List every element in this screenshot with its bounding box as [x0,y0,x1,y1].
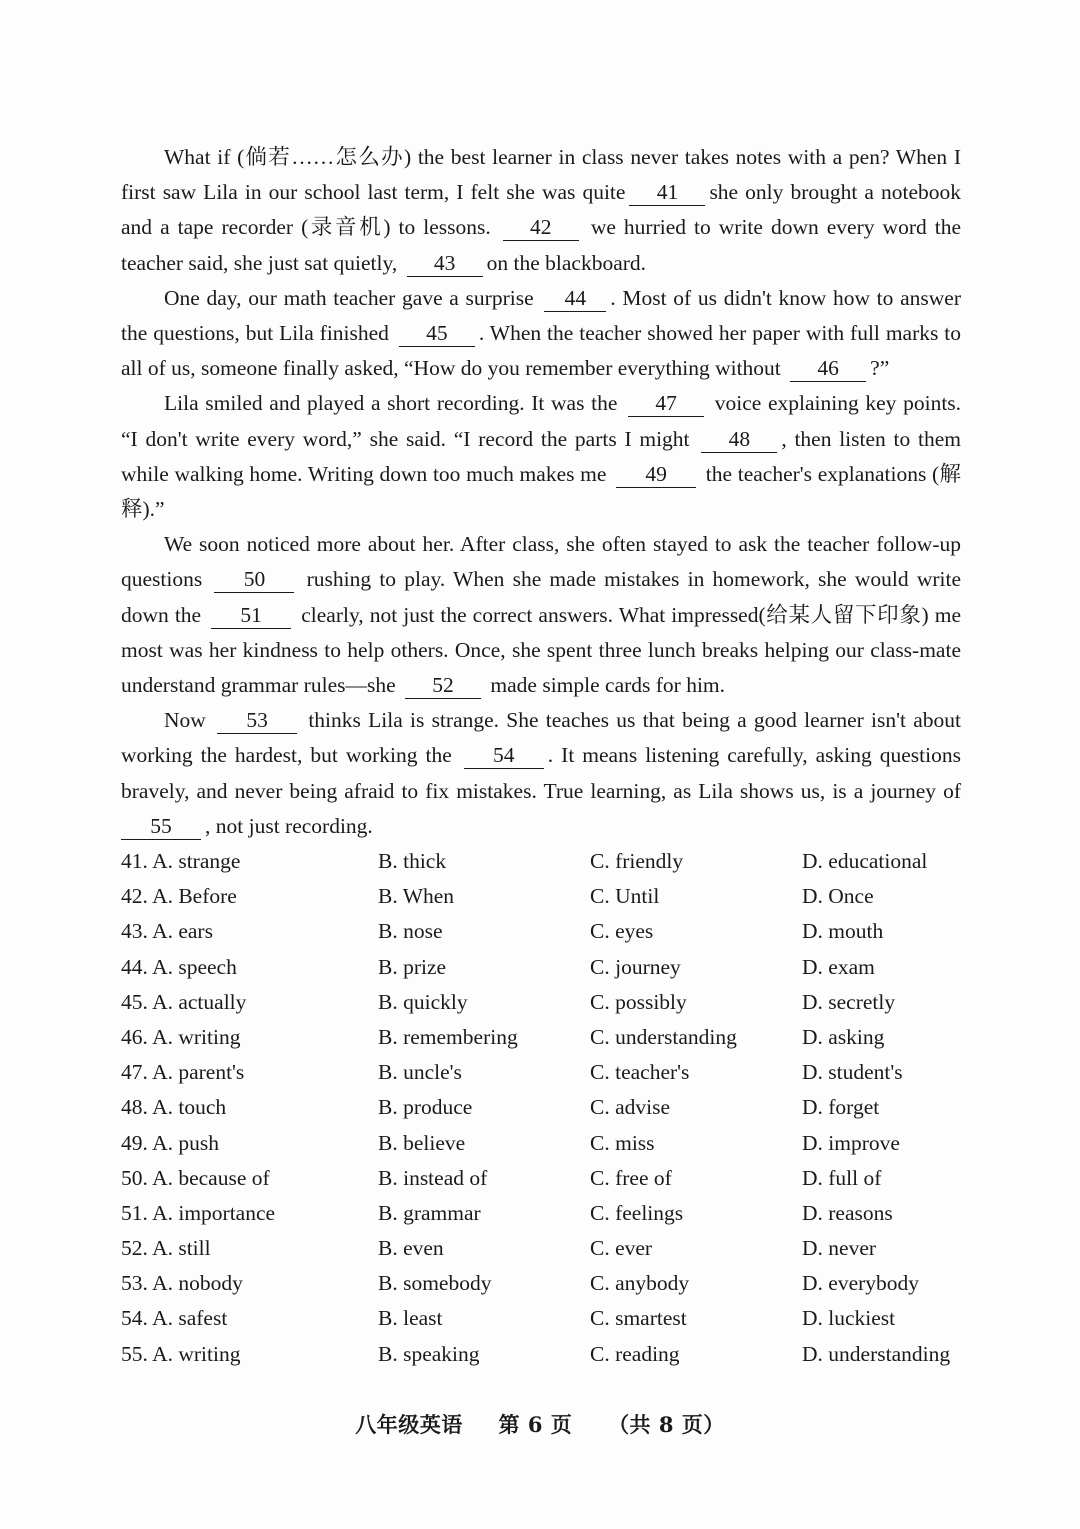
cloze-passage [121,140,961,844]
blank-47: 47 [628,392,704,417]
option-c: C. advise [590,1095,671,1120]
option-d: D. reasons [802,1200,893,1225]
passage-text: we hurried to write down every word the teacher said, she just sat quietly, [121,215,962,275]
passage-text: Lila smiled and played a short recording. It was the [164,391,618,416]
option-d: D. luckiest [802,1306,896,1331]
footer-page-number: 第 6 页 [498,1412,573,1437]
option-row [121,1337,981,1372]
option-row [121,1020,981,1055]
option-a: 48. A. touch [121,1095,227,1120]
blank-48: 48 [701,428,777,453]
option-d: D. everybody [802,1271,920,1296]
option-c: C. free of [590,1165,672,1190]
option-row [121,1196,981,1231]
passage-text: rushing to play. When she made mistakes in homework, she would write down the [121,567,962,627]
option-d: D. educational [802,849,928,873]
option-d: D. mouth [802,919,884,944]
option-row [121,914,981,949]
blank-52: 52 [405,674,481,699]
option-d: D. understanding [802,1341,951,1366]
option-b: B. believe [378,1130,466,1155]
option-row [121,1161,981,1196]
footer-total-pages: （共 8 页） [608,1412,725,1437]
page-footer [0,1409,1080,1439]
option-d: D. Once [802,884,874,909]
option-d: D. never [802,1236,877,1261]
passage-text: . It means listening carefully, asking questions bravely, and never being afraid to fix mistakes. True learning, as Lila shows us, is a journey of [121,743,961,803]
option-c: C. Until [590,884,660,909]
option-b: B. produce [378,1095,473,1120]
option-a: 43. A. ears [121,919,213,944]
option-b: B. quickly [378,989,468,1014]
passage-text: One day, our math teacher gave a surprise [164,285,534,310]
option-b: B. uncle's [378,1060,462,1085]
option-a: 47. A. parent's [121,1060,245,1085]
option-row [121,1126,981,1161]
passage-text: clearly, not just the correct answers. What impressed(给某人留下印象) me most was her kindness to help others. Once, she spent three lunch breaks helping our class-mate understand grammar rules—she [121,602,962,698]
option-a: 49. A. push [121,1130,219,1155]
paragraph-4 [121,527,961,703]
option-b: B. least [378,1306,443,1331]
option-b: B. somebody [378,1271,492,1296]
option-row [121,1090,981,1125]
option-c: C. feelings [590,1200,684,1225]
blank-55: 55 [121,815,201,840]
option-b: B. even [378,1236,444,1261]
passage-text: , then listen to them while walking home. Writing down too much makes me [121,426,962,486]
option-row [121,844,981,879]
option-c: C. anybody [590,1271,690,1296]
option-c: C. eyes [590,919,654,944]
passage-text: , not just recording. [205,813,373,838]
option-b: B. grammar [378,1200,481,1225]
option-a: 53. A. nobody [121,1271,243,1296]
passage-text: . Most of us didn't know how to answer the questions, but Lila finished [121,285,961,346]
option-c: C. reading [590,1341,680,1366]
option-a: 44. A. speech [121,954,237,979]
option-d: D. full of [802,1165,882,1190]
option-c: C. ever [590,1236,653,1261]
option-c: C. smartest [590,1306,687,1331]
option-row [121,1301,981,1336]
paragraph-3 [121,386,961,527]
option-a: 51. A. importance [121,1200,276,1225]
option-b: B. nose [378,919,443,944]
blank-51: 51 [211,604,291,629]
blank-44: 44 [544,287,606,312]
paragraph-5 [121,703,961,844]
option-a: 55. A. writing [121,1341,241,1366]
option-row [121,1231,981,1266]
option-a: 50. A. because of [121,1165,270,1190]
blank-46: 46 [790,357,866,382]
option-d: D. student's [802,1060,903,1085]
passage-text: made simple cards for him. [490,673,726,698]
option-d: D. secretly [802,989,896,1014]
option-c: C. miss [590,1130,655,1155]
answer-options [121,844,981,1372]
option-a: 54. A. safest [121,1306,228,1331]
blank-42: 42 [503,216,579,241]
option-c: C. teacher's [590,1060,690,1085]
option-b: B. remembering [378,1024,518,1049]
option-c: C. friendly [590,849,684,873]
option-a: 52. A. still [121,1236,211,1261]
blank-45: 45 [399,322,475,347]
option-c: C. possibly [590,989,687,1014]
option-b: B. instead of [378,1165,488,1190]
passage-text: Now [164,708,206,733]
option-row [121,1055,981,1090]
option-c: C. journey [590,954,681,979]
option-a: 45. A. actually [121,989,247,1014]
option-row [121,950,981,985]
passage-text: on the blackboard. [486,250,647,275]
passage-text: ?” [870,356,890,381]
option-row [121,879,981,914]
option-d: D. improve [802,1130,900,1155]
option-b: B. prize [378,954,447,979]
blank-50: 50 [214,568,294,593]
option-b: B. When [378,884,455,909]
blank-43: 43 [407,252,483,277]
passage-text: What if (倘若……怎么办) the best learner in class never takes notes with a pen? When I first saw Lila in our school last term, I felt she was quite [121,145,961,205]
passage-text: she only brought a notebook and a tape recorder (录音机) to lessons. [121,180,961,240]
paragraph-2 [121,281,961,387]
option-b: B. speaking [378,1341,480,1366]
passage-text: voice explaining key points. “I don't write every word,” she said. “I record the parts I might [121,391,962,451]
option-d: D. asking [802,1024,885,1049]
passage-text: We soon noticed more about her. After class, she often stayed to ask the teacher follow-up questions [121,532,961,592]
option-b: B. thick [378,849,447,873]
blank-54: 54 [464,744,544,769]
option-row [121,1266,981,1301]
option-c: C. understanding [590,1024,737,1049]
option-a: 46. A. writing [121,1024,241,1049]
option-d: D. exam [802,954,875,979]
blank-53: 53 [217,709,297,734]
option-d: D. forget [802,1095,880,1120]
passage-text: thinks Lila is strange. She teaches us that being a good learner isn't about working the hardest, but working the [121,708,962,768]
option-a: 42. A. Before [121,884,237,909]
footer-subject: 八年级英语 [355,1412,463,1437]
option-a: 41. A. strange [121,849,241,873]
blank-49: 49 [616,463,696,488]
option-row [121,985,981,1020]
passage-text: the teacher's explanations (解释).” [121,461,962,522]
passage-text: . When the teacher showed her paper with full marks to all of us, someone finally asked, “How do you remember everything without [121,321,962,381]
paragraph-1 [121,140,961,281]
blank-41: 41 [629,181,705,206]
